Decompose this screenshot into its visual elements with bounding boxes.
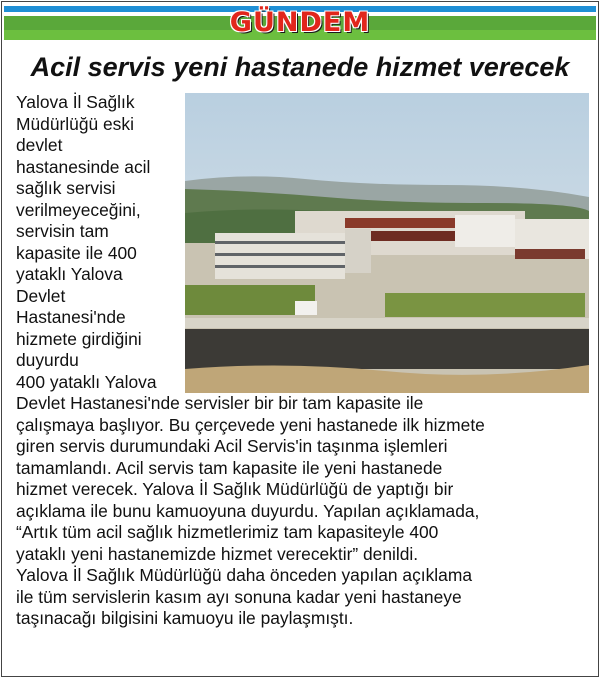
body-line: hizmet verecek. Yalova İl Sağlık Müdürlüğü de yaptığı bir [16,479,454,499]
lead-line: devlet [16,135,63,155]
lead-line: duyurdu [16,350,79,370]
lead-line: servisin tam [16,221,109,241]
lead-line: Hastanesi'nde [16,307,126,327]
body-line: Yalova İl Sağlık Müdürlüğü daha önceden yapılan açıklama [16,565,472,585]
lead-line: hastanesinde acil [16,156,151,177]
body-line: tamamlandı. Acil servis tam kapasite ile yeni hastanede [16,457,443,478]
body-line: giren servis durumundaki Acil Servis'in taşınma işlemleri [16,436,448,456]
body-line: açıklama ile bunu kamuoyuna duyurdu. Yapılan açıklamada, [16,500,480,521]
lead-line: hizmete girdiğini [16,328,142,349]
lead-line: Müdürlüğü eski [16,113,134,134]
body-line: ile tüm servislerin kasım ayı sonuna kadar yeni hastaneye [16,586,462,607]
lead-column [16,92,182,393]
lead-line: verilmeyeceğini, [16,199,141,220]
body-line: yataklı yeni hastanemizde hizmet verecektir” denildi. [16,543,419,564]
lead-line: kapasite ile 400 [16,242,137,263]
lead-line: Yalova İl Sağlık [16,92,135,112]
lead-line: 400 yataklı Yalova [16,371,157,392]
body-line: çalışmaya başlıyor. Bu çerçevede yeni hastanede ilk hizmete [16,414,485,435]
body-line: taşınacağı bilgisini kamuoyu ile paylaşmıştı. [16,608,354,628]
headline: Acil servis yeni hastanede hizmet verecek [30,52,570,82]
lead-line: yataklı Yalova [16,264,123,284]
lead-line: Devlet [16,285,66,306]
lead-line: sağlık servisi [16,178,116,198]
body-line: Devlet Hastanesi'nde servisler bir bir tam kapasite ile [16,393,424,413]
article-body [16,92,591,630]
section-kicker: GÜNDEM [229,7,371,38]
body-line: “Artık tüm acil sağlık hizmetlerimiz tam kapasiteyle 400 [16,522,439,542]
section-banner [4,6,596,40]
